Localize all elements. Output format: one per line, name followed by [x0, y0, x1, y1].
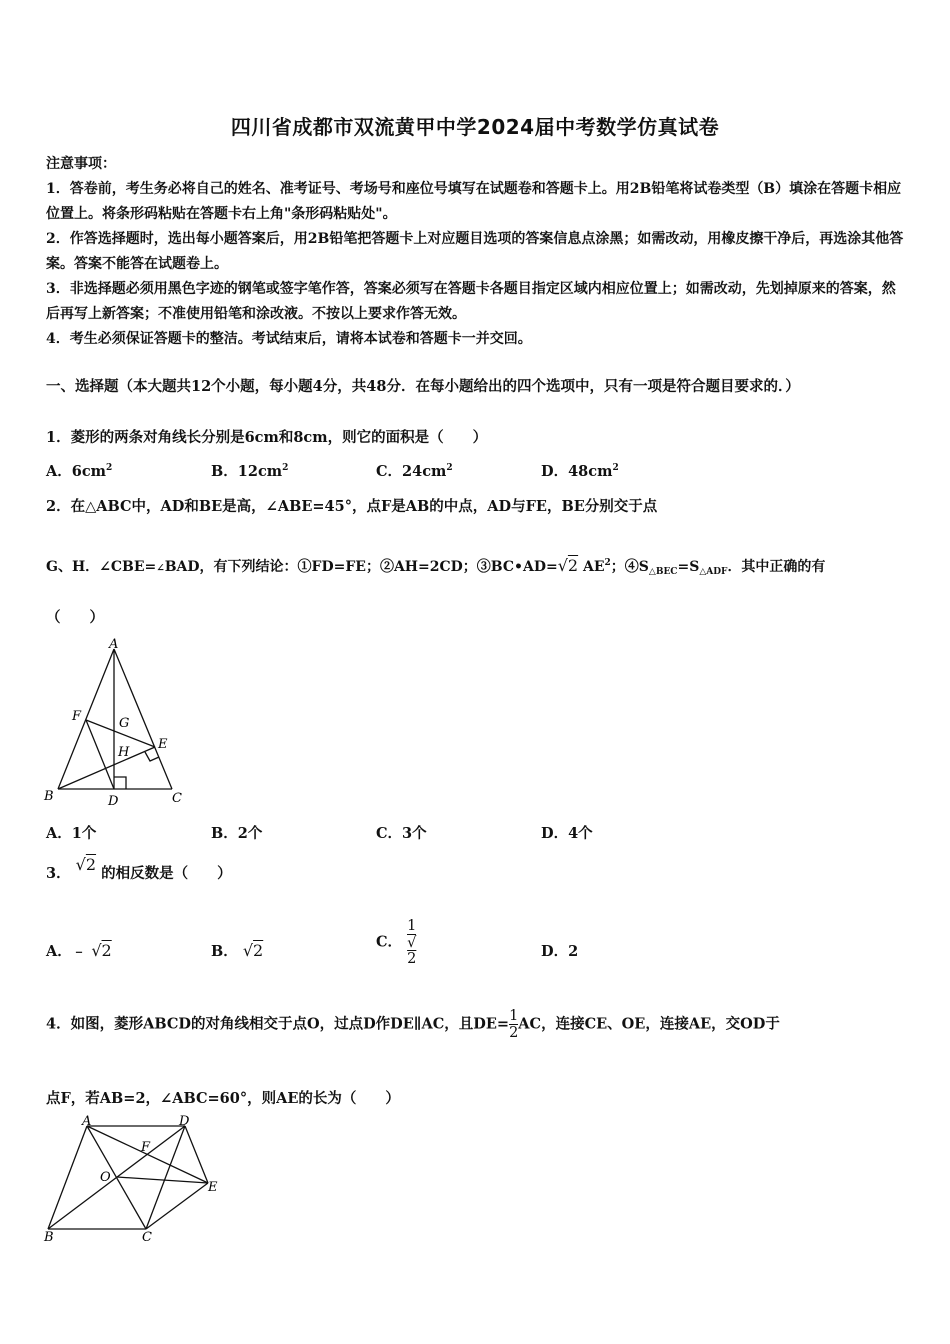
fraction-denominator: 2	[509, 1025, 519, 1041]
fraction	[407, 918, 416, 967]
q2-sup: 2	[604, 558, 611, 568]
figure-label: F	[72, 709, 82, 724]
q4-text: 4．如图，菱形ABCD的对角线相交于点O，过点D作DE∥AC，且DE=	[46, 1015, 510, 1033]
q4-rhombus-figure	[40, 1115, 230, 1245]
figure-label: F	[141, 1140, 151, 1155]
q3-number: 3．	[46, 865, 71, 882]
q3-text: 的相反数是（ ）	[101, 865, 232, 882]
option-value: 2个	[237, 825, 263, 842]
sqrt-expression: √2	[91, 941, 112, 960]
q2-sub: △BEC	[648, 567, 678, 577]
q2-option-a	[46, 822, 96, 843]
figure-label: B	[44, 789, 54, 804]
figure-label: C	[142, 1230, 152, 1245]
notice-heading: 注意事项：	[46, 156, 116, 172]
option-value: 4个	[568, 825, 593, 842]
fraction-denominator: √ 2	[407, 935, 417, 967]
q2-option-c	[376, 822, 427, 843]
q2-option-b	[211, 822, 262, 843]
section-heading: 一、选择题（本大题共12个小题，每小题4分，共48分．在每小题给出的四个选项中，只有一项是符合题目要求的．）	[46, 378, 800, 395]
sqrt-radicand: 2	[253, 941, 264, 960]
option-letter: B．	[211, 463, 238, 480]
q4-stem-line1	[46, 1008, 908, 1041]
q3-option-a	[46, 940, 112, 961]
option-letter: A．	[46, 943, 72, 960]
option-sign: ﹣	[71, 943, 87, 960]
q2-text: G、H．∠CBE=	[46, 559, 157, 575]
figure-label: B	[44, 1230, 54, 1245]
option-value: 2	[568, 943, 579, 960]
q2-text: BAD，有下列结论：①FD=FE；②AH=2CD；③BC•AD=	[164, 559, 558, 575]
option-letter: D．	[541, 463, 569, 480]
figure-label: D	[179, 1115, 190, 1129]
option-sup: 2	[282, 463, 289, 473]
q2-text: AE	[582, 559, 605, 575]
option-value: 48cm	[568, 463, 613, 480]
sqrt-expression: √2	[75, 855, 97, 874]
figure-label: O	[100, 1170, 111, 1185]
q2-stem-line2	[46, 556, 908, 577]
option-letter: C．	[376, 825, 403, 842]
sqrt-expression: √2	[557, 556, 579, 575]
notice-item: 3．非选择题必须用黑色字迹的钢笔或签字笔作答，答案必须写在答题卡各题目指定区域内相应位置上；如需改动，先划掉原来的答案，然后再写上新答案；不准使用铅笔和涂改液。不按以上要求作答无效。	[46, 281, 896, 322]
figure-label: E	[208, 1180, 218, 1195]
notice-item: 2．作答选择题时，选出每小题答案后，用2B铅笔把答题卡上对应题目选项的答案信息点涂黑；如需改动，用橡皮擦干净后，再选涂其他答案。答案不能答在试题卷上。	[46, 231, 904, 272]
q1-option-b	[211, 460, 288, 481]
figure-label: A	[82, 1115, 92, 1129]
q2-option-d	[541, 822, 593, 843]
q1-option-a	[46, 460, 112, 481]
q1-option-d	[541, 460, 619, 481]
figure-label: A	[109, 637, 119, 652]
sqrt-radicand: 2	[101, 941, 112, 960]
fraction-numerator: 1	[407, 918, 417, 934]
q4-text: AC，连接CE、OE，连接AE，交OD于	[518, 1015, 780, 1033]
option-letter: B．	[211, 943, 238, 960]
option-letter: A．	[46, 825, 72, 842]
figure-label: G	[119, 716, 130, 731]
option-sup: 2	[612, 463, 619, 473]
fraction-numerator: 1	[509, 1008, 519, 1024]
option-sup: 2	[446, 463, 453, 473]
sqrt-radicand: 2	[85, 855, 97, 874]
notice-item: 4．考生必须保证答题卡的整洁。考试结束后，请将本试卷和答题卡一并交回。	[46, 331, 532, 347]
q1-stem: 1．菱形的两条对角线长分别是6cm和8cm，则它的面积是（ ）	[46, 429, 488, 446]
q1-option-c	[376, 460, 453, 481]
option-value: 12cm	[237, 463, 283, 480]
q2-text: =S	[677, 559, 700, 575]
figure-label: D	[108, 794, 119, 809]
q3-option-c	[376, 918, 416, 967]
q2-answer-paren: （ ）	[46, 609, 104, 626]
q2-triangle-figure	[40, 632, 195, 812]
q3-stem	[46, 855, 908, 883]
notice-block	[46, 152, 906, 352]
option-value: 1个	[71, 825, 97, 842]
sqrt-radicand: 2	[567, 556, 579, 575]
q4-stem-line2: 点F，若AB=2，∠ABC=60°，则AE的长为（ ）	[46, 1090, 400, 1107]
option-sup: 2	[106, 463, 113, 473]
option-value: 3个	[402, 825, 427, 842]
option-letter: B．	[211, 825, 238, 842]
page-title: 四川省成都市双流黄甲中学2024届中考数学仿真试卷	[230, 115, 720, 139]
q2-stem-line1: 2．在△ABC中，AD和BE是高，∠ABE=45°，点F是AB的中点，AD与FE，BE分别交于点	[46, 498, 658, 515]
option-value: 6cm	[71, 463, 107, 480]
q3-option-d	[541, 940, 578, 961]
q2-text: ；④S	[610, 559, 649, 575]
option-letter: C．	[376, 463, 403, 480]
q2-sub: △ADF	[699, 567, 728, 577]
option-letter: D．	[541, 943, 569, 960]
notice-item: 1．答卷前，考生务必将自己的姓名、准考证号、考场号和座位号填写在试题卷和答题卡上。用2B铅笔将试卷类型（B）填涂在答题卡相应位置上。将条形码粘贴在答题卡右上角"条形码粘贴处"。	[46, 181, 902, 222]
option-letter: C．	[376, 933, 403, 951]
option-letter: D．	[541, 825, 569, 842]
option-value: 24cm	[402, 463, 447, 480]
q2-text: ．其中正确的有	[727, 559, 826, 575]
fraction	[509, 1008, 518, 1041]
sqrt-expression: √2	[242, 941, 264, 960]
figure-label: H	[118, 745, 130, 760]
option-letter: A．	[46, 463, 72, 480]
q2-angle-symbol: ∠	[156, 563, 165, 574]
sqrt-radicand: 2	[407, 951, 417, 967]
q3-option-b	[211, 940, 263, 961]
figure-label: E	[158, 737, 168, 752]
figure-label: C	[172, 791, 182, 806]
